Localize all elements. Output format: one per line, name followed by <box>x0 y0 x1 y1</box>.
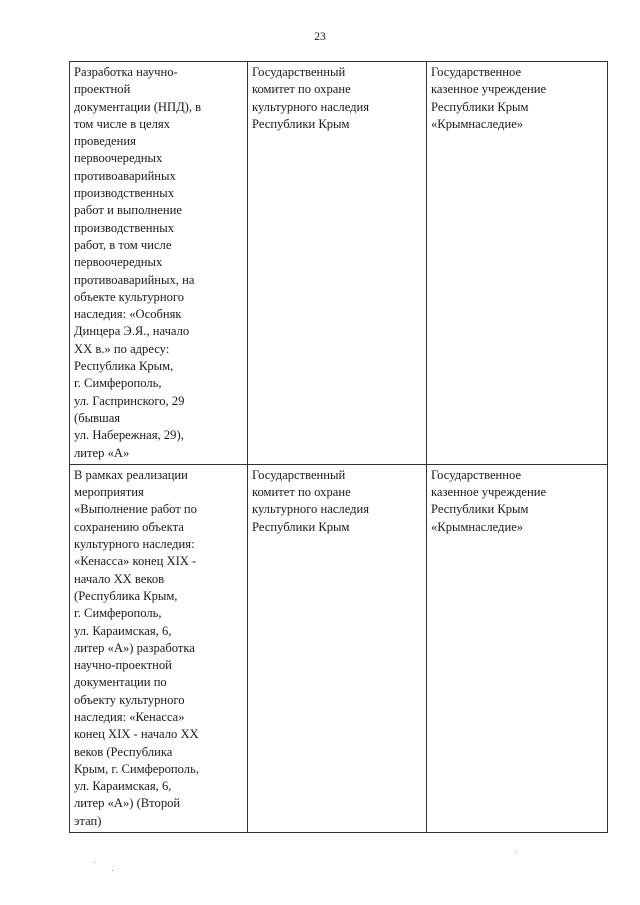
executor-cell <box>427 464 608 832</box>
scan-speck <box>112 870 113 871</box>
executor-text: Государственное казенное учреждение Республики Крым «Крымнаследие» <box>431 65 547 131</box>
scan-speck <box>515 852 516 853</box>
table-row <box>70 464 608 832</box>
responsible-text: Государственный комитет по охране культурного наследия Республики Крым <box>252 65 370 131</box>
page-number: 23 <box>314 31 326 43</box>
executor-text: Государственное казенное учреждение Республики Крым «Крымнаследие» <box>431 467 547 534</box>
measure-text: Разработка научно- проектной документации (НПД), в том числе в целях проведения первоочередных противоаварийных производственных работ и выполнение производственных работ, в том числе первоочередных противоаварийных, на объекте культурного наследия: «Особняк Динцера Э.Я., начало XX в.» по адресу: Республика Крым, г. Симферополь, ул. Гаспринского, 29 (бывшая ул. Набережная, 29), литер «А» <box>74 65 202 460</box>
measure-cell <box>70 464 248 832</box>
responsible-cell <box>248 62 427 465</box>
measure-cell <box>70 62 248 465</box>
measure-text: В рамках реализации мероприятия «Выполнение работ по сохранению объекта культурного наследия: «Кенасса» конец XIX - начало XX веков (Республика Крым, г. Симферополь, ул. Караимская, 6, литер «А») разработка научно-проектной документации по объекту культурного наследия: «Кенасса» конец XIX - начало XX веков (Республика Крым, г. Симферополь, ул. Караимская, 6, литер «А») (Второй этап) <box>74 467 199 828</box>
measures-table <box>69 61 608 833</box>
responsible-text: Государственный комитет по охране культурного наследия Республики Крым <box>252 467 370 534</box>
table-row <box>70 62 608 465</box>
responsible-cell <box>248 464 427 832</box>
scan-speck <box>94 862 95 863</box>
executor-cell <box>427 62 608 465</box>
